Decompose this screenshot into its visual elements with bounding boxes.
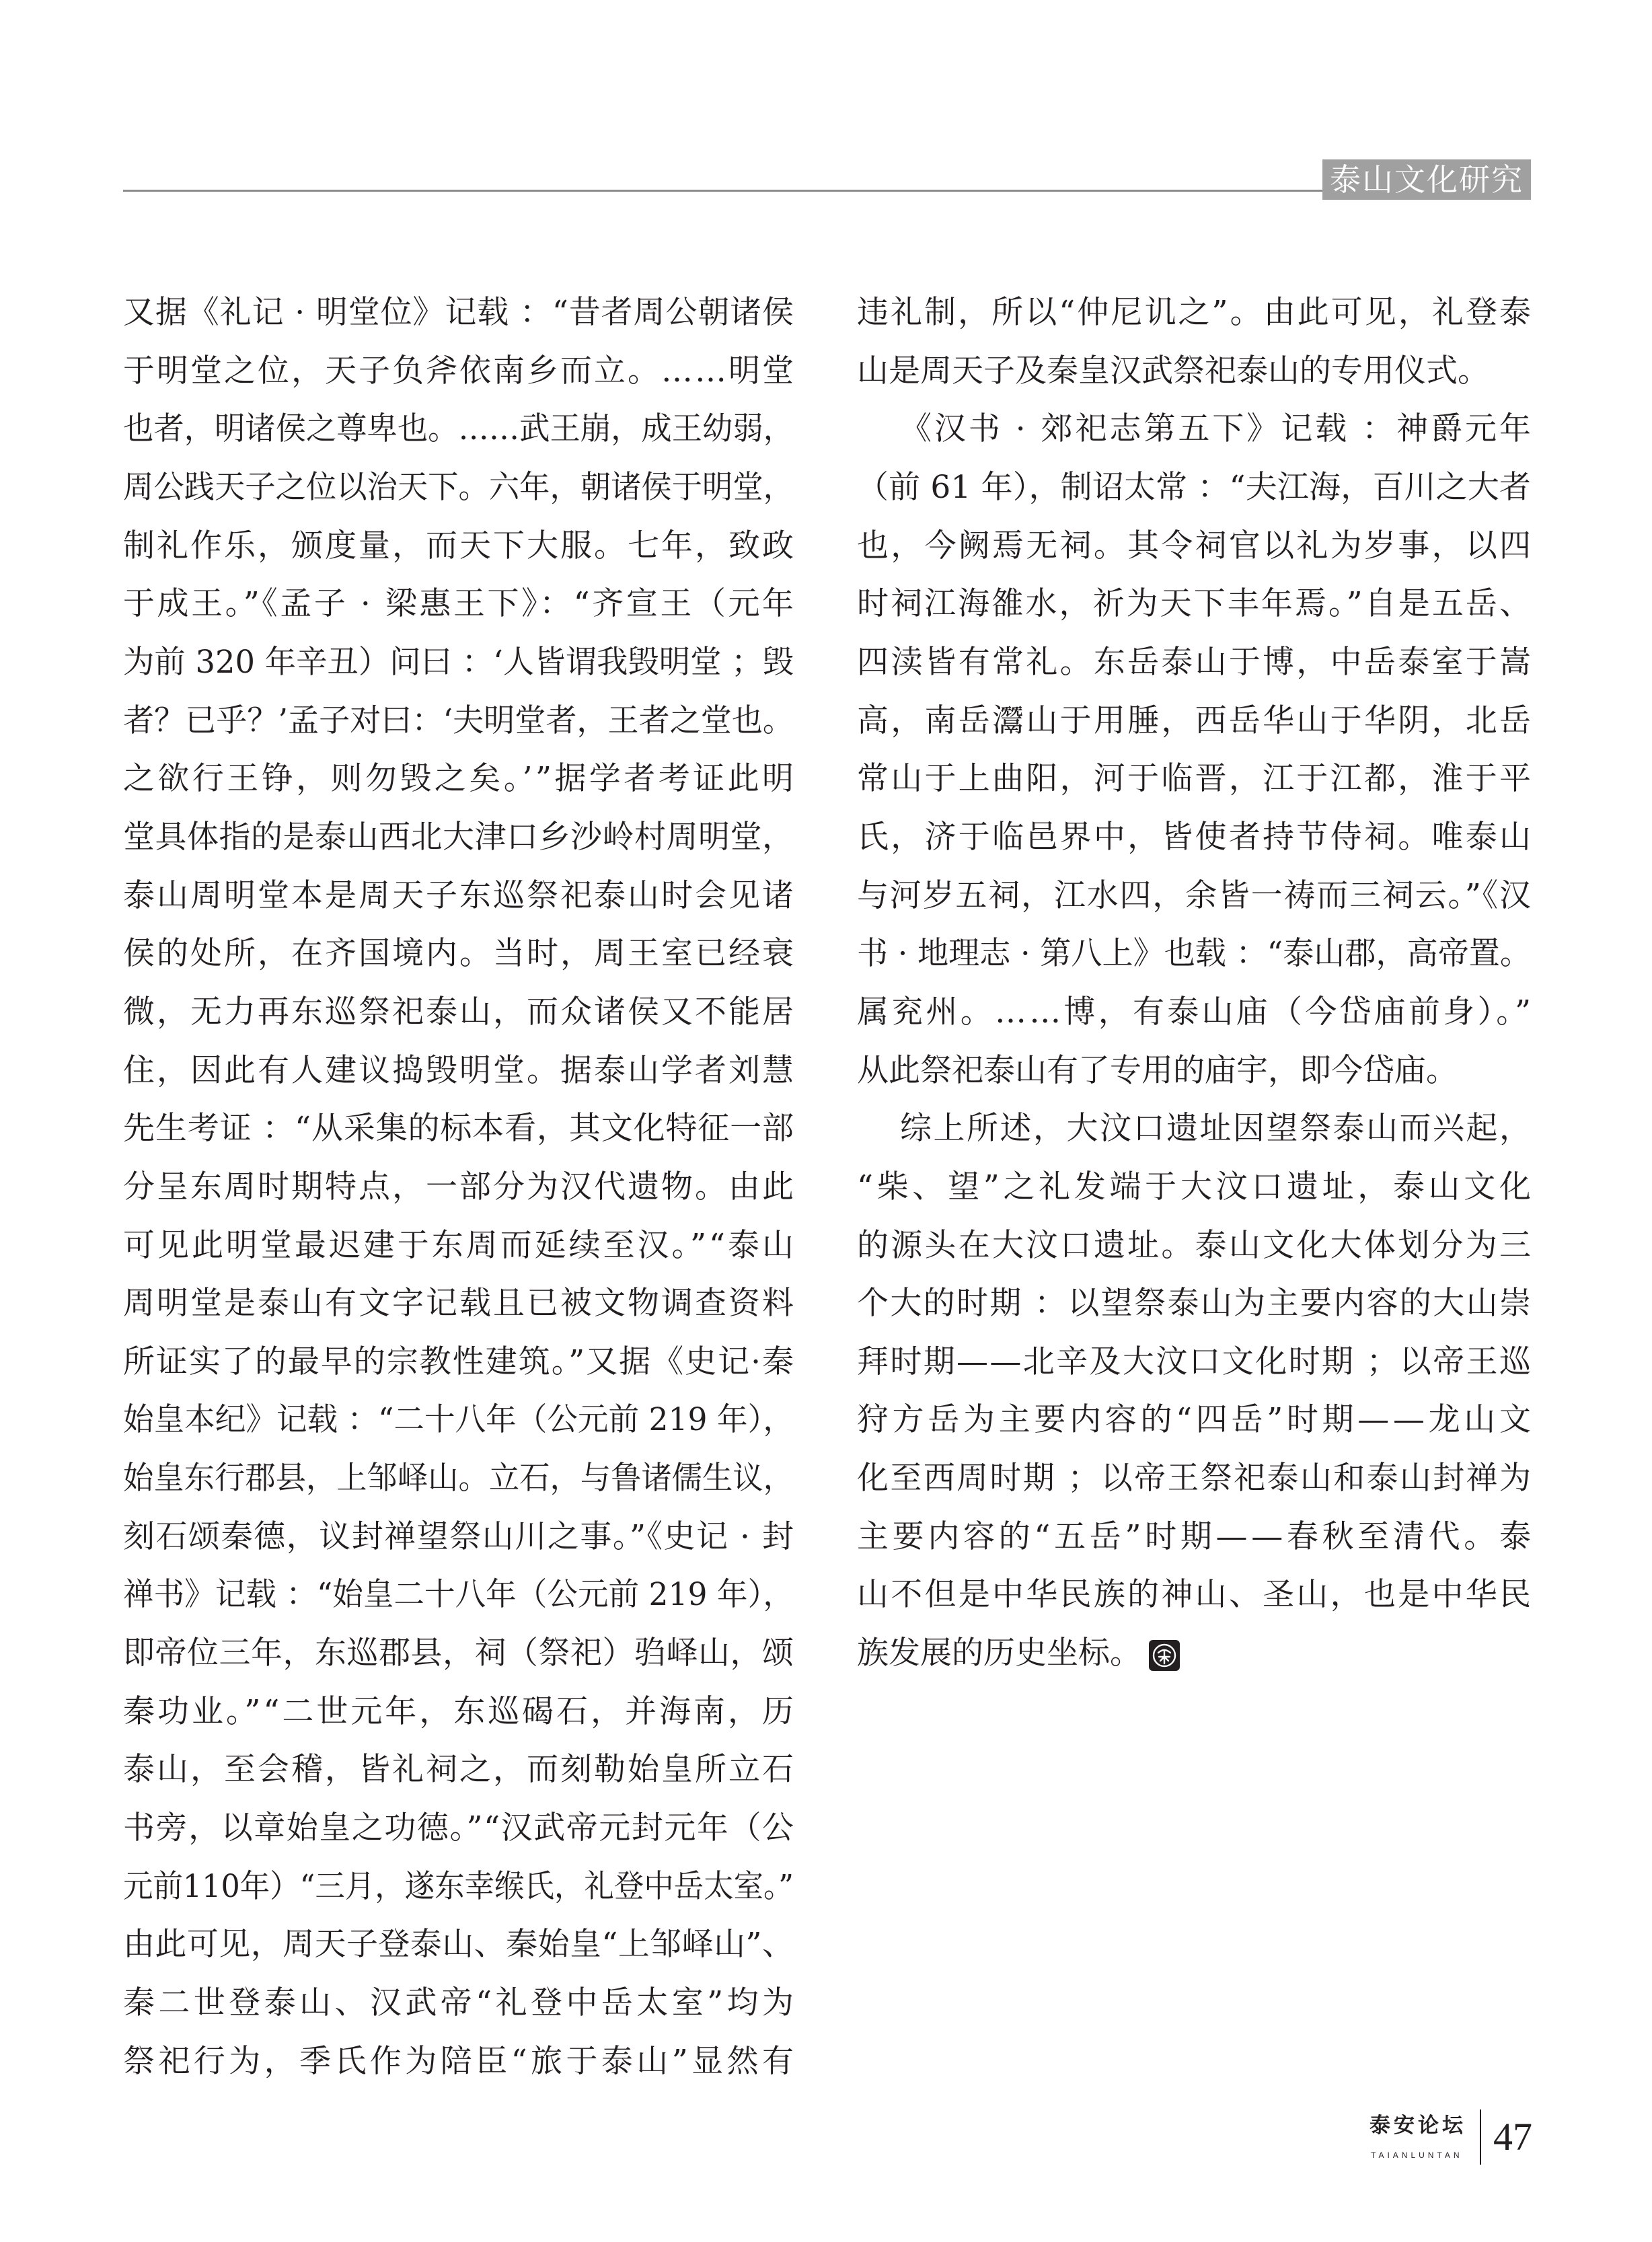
text-line bbox=[123, 459, 794, 517]
text-line-content: 于明堂之位，天子负斧依南乡而立。……明堂 bbox=[123, 352, 796, 389]
text-line-content: 祭祀行为，季氏作为陪臣“旅于泰山”显然有 bbox=[123, 2042, 798, 2080]
text-line bbox=[123, 1858, 794, 1916]
text-line bbox=[857, 1217, 1534, 1275]
text-line bbox=[857, 1275, 1531, 1333]
text-line bbox=[857, 925, 1531, 983]
text-line-content: 综上所述，大汶口遗址因望祭泰山而兴起， bbox=[900, 1110, 1533, 1148]
text-line-content: 周明堂是泰山有文字记载且已被文物调查资料 bbox=[123, 1285, 796, 1322]
text-line-content: 住，因此有人建议捣毁明堂。据泰山学者刘慧 bbox=[123, 1051, 796, 1089]
text-line bbox=[123, 1158, 794, 1217]
text-line bbox=[123, 1799, 794, 1858]
text-line bbox=[123, 809, 794, 867]
text-line bbox=[123, 1217, 794, 1275]
text-line bbox=[123, 1275, 794, 1333]
text-line-content: 秦功业。”“二世元年，东巡碣石，并海南，历 bbox=[123, 1692, 796, 1730]
text-line-content: 可见此明堂最迟建于东周而延续至汉。”“泰山 bbox=[123, 1226, 796, 1264]
text-line-content: 秦二世登泰山、汉武帝“礼登中岳太室”均为 bbox=[123, 1984, 798, 2022]
text-line bbox=[123, 400, 794, 459]
text-line-content: 于成王。”《孟子 · 梁惠王下》：“齐宣王（元年 bbox=[123, 585, 796, 623]
text-line bbox=[123, 1741, 794, 1799]
text-line bbox=[857, 983, 1534, 1042]
text-line-content: 又据《礼记 · 明堂位》记载 ：“昔者周公朝诸侯 bbox=[123, 294, 794, 331]
text-line-content: 与河岁五祠，江水四，余皆一祷而三祠云。”《汉 bbox=[857, 876, 1532, 914]
text-line bbox=[123, 1916, 794, 1974]
text-line bbox=[857, 1333, 1531, 1392]
text-line bbox=[857, 1450, 1531, 1508]
text-line-content: 元前110年）“三月，遂东幸缑氏，礼登中岳太室。” bbox=[123, 1867, 794, 1905]
text-line-content: 刻石颂秦德，议封禅望祭山川之事。”《史记 · 封 bbox=[123, 1518, 795, 1555]
text-line-content: 泰山周明堂本是周天子东巡祭祀泰山时会见诸 bbox=[123, 876, 796, 914]
text-line-content: 化至西周时期 ；以帝王祭祀泰山和泰山封禅为 bbox=[857, 1460, 1533, 1497]
text-line bbox=[123, 2033, 798, 2091]
text-line-content: 之欲行王铮，则勿毁之矣。’”据学者考证此明 bbox=[123, 760, 797, 798]
text-line bbox=[857, 1042, 1531, 1100]
text-line-content: 由此可见，周天子登泰山、秦始皇“上邹峄山”、 bbox=[123, 1926, 794, 1964]
text-line bbox=[857, 1566, 1534, 1624]
text-line-content: 所证实了的最早的宗教性建筑。”又据《史记·秦 bbox=[123, 1343, 795, 1380]
text-line bbox=[123, 284, 794, 342]
text-line-content: 族发展的历史坐标。 bbox=[857, 1635, 1141, 1672]
text-line-content: 的源头在大汶口遗址。泰山文化大体划分为三 bbox=[857, 1226, 1534, 1264]
text-line bbox=[123, 750, 797, 809]
left-column bbox=[123, 284, 798, 2091]
text-line-content: 始皇东行郡县，上邹峄山。立石，与鲁诸儒生议， bbox=[123, 1460, 794, 1497]
text-line-content: 书旁，以章始皇之功德。”“汉武帝元封元年（公 bbox=[123, 1809, 795, 1847]
text-line-content: 《汉书 · 郊祀志第五下》记载 ：神爵元年 bbox=[900, 410, 1534, 448]
text-line-content: 书 · 地理志 · 第八上》也载 ：“泰山郡，高帝置。 bbox=[857, 935, 1531, 973]
text-line bbox=[123, 575, 794, 634]
text-line bbox=[123, 1333, 794, 1392]
journal-seal-icon bbox=[1148, 1639, 1180, 1672]
text-line-content: 禅书》记载 ：“始皇二十八年（公元前 219 年）， bbox=[123, 1576, 794, 1614]
text-line-content: 山不但是中华民族的神山、圣山，也是中华民 bbox=[857, 1576, 1534, 1614]
right-column bbox=[857, 284, 1535, 1683]
text-line-content: 常山于上曲阳，河于临晋，江于江都，淮于平 bbox=[857, 760, 1534, 798]
text-line bbox=[123, 1566, 794, 1624]
text-line-content: “柴、望”之礼发端于大汶口遗址，泰山文化 bbox=[857, 1168, 1535, 1205]
text-line-content: 狩方岳为主要内容的“四岳”时期——龙山文 bbox=[857, 1401, 1535, 1439]
journal-name-pinyin: TAIANLUNTAN bbox=[1371, 2151, 1463, 2160]
text-line-content: 山是周天子及秦皇汉武祭祀泰山的专用仪式。 bbox=[857, 352, 1489, 389]
text-line bbox=[857, 867, 1531, 926]
paragraph bbox=[123, 284, 798, 2091]
text-line-content: 也，今阙焉无祠。其令祠官以礼为岁事，以四 bbox=[857, 527, 1534, 564]
text-line bbox=[857, 1508, 1535, 1567]
text-line bbox=[123, 1100, 794, 1158]
text-line-content: 即帝位三年，东巡郡县，祠（祭祀）驺峄山，颂 bbox=[123, 1635, 794, 1672]
text-line-content: 主要内容的“五岳”时期——春秋至清代。泰 bbox=[857, 1518, 1535, 1555]
text-line-content: 侯的处所，在齐国境内。当时，周王室已经衰 bbox=[123, 935, 796, 973]
paragraph bbox=[857, 400, 1534, 1100]
text-line bbox=[857, 634, 1534, 692]
text-line-content: （前 61 年），制诏太常 ：“夫江海，百川之大者 bbox=[857, 468, 1532, 506]
page-number: 47 bbox=[1493, 2115, 1532, 2159]
text-line-content: 氏，济于临邑界中，皆使者持节侍祠。唯泰山 bbox=[857, 818, 1534, 856]
text-line bbox=[857, 459, 1531, 517]
text-line-content: 堂具体指的是泰山西北大津口乡沙岭村周明堂， bbox=[123, 818, 794, 856]
section-tab-label: 泰山文化研究 bbox=[1330, 161, 1524, 198]
text-line bbox=[857, 400, 1534, 459]
text-line-content: 微，无力再东巡祭祀泰山，而众诸侯又不能居 bbox=[123, 993, 796, 1031]
text-line-content: 为前 320 年辛丑）问曰 ：‘人皆谓我毁明堂 ；毁 bbox=[123, 643, 794, 681]
text-line-content: 属兖州。……博，有泰山庙（今岱庙前身）。” bbox=[857, 993, 1534, 1031]
text-line bbox=[123, 1042, 794, 1100]
text-line bbox=[857, 692, 1534, 751]
text-line-content: 时祠江海雒水，祈为天下丰年焉。”自是五岳、 bbox=[857, 585, 1534, 623]
text-line bbox=[857, 284, 1534, 342]
text-line bbox=[123, 692, 794, 751]
header-rule bbox=[123, 190, 1531, 192]
text-line-content: 者？已乎？’孟子对曰：‘夫明堂者，王者之堂也。 bbox=[123, 702, 794, 739]
text-line-content: 个大的时期 ：以望祭泰山为主要内容的大山崇 bbox=[857, 1285, 1533, 1322]
text-line bbox=[857, 1391, 1535, 1450]
text-line bbox=[857, 517, 1534, 576]
text-line-content: 周公践天子之位以治天下。六年，朝诸侯于明堂， bbox=[123, 468, 794, 506]
text-line bbox=[123, 517, 794, 576]
text-line-content: 制礼作乐，颁度量，而天下大服。七年，致政 bbox=[123, 527, 796, 564]
text-line-content: 高，南岳灊山于用腄，西岳华山于华阴，北岳 bbox=[857, 702, 1534, 739]
text-line bbox=[123, 983, 794, 1042]
text-line bbox=[123, 342, 794, 401]
paragraph bbox=[857, 284, 1534, 400]
text-line bbox=[857, 575, 1534, 634]
text-line bbox=[123, 1391, 794, 1450]
text-line-content: 分呈东周时期特点，一部分为汉代遗物。由此 bbox=[123, 1168, 796, 1205]
text-line bbox=[123, 1683, 794, 1742]
text-line-content: 始皇本纪》记载 ：“二十八年（公元前 219 年）， bbox=[123, 1401, 794, 1439]
text-line-content: 先生考证 ：“从采集的标本看，其文化特征一部 bbox=[123, 1110, 794, 1148]
text-line-content: 拜时期——北辛及大汶口文化时期 ；以帝王巡 bbox=[857, 1343, 1533, 1380]
text-line-content: 从此祭祀泰山有了专用的庙宇，即今岱庙。 bbox=[857, 1051, 1458, 1089]
text-line bbox=[857, 342, 1531, 401]
text-line bbox=[123, 634, 794, 692]
text-line-content: 四渎皆有常礼。东岳泰山于博，中岳泰室于嵩 bbox=[857, 643, 1534, 681]
text-line-content: 也者，明诸侯之尊卑也。……武王崩，成王幼弱， bbox=[123, 410, 794, 448]
text-line bbox=[857, 1100, 1531, 1158]
text-line bbox=[123, 867, 794, 926]
text-line bbox=[857, 809, 1534, 867]
journal-name: 泰安论坛 bbox=[1369, 2114, 1466, 2138]
text-line bbox=[123, 925, 794, 983]
paragraph bbox=[857, 1100, 1535, 1683]
text-line-content: 违礼制，所以“仲尼讥之”。由此可见，礼登泰 bbox=[857, 294, 1534, 331]
text-line-content: 泰山，至会稽，皆礼祠之，而刻勒始皇所立石 bbox=[123, 1751, 796, 1789]
text-line bbox=[857, 1624, 1531, 1683]
text-line bbox=[857, 750, 1534, 809]
text-line bbox=[123, 1508, 794, 1567]
text-line bbox=[123, 1974, 798, 2033]
text-line bbox=[857, 1158, 1535, 1217]
text-line bbox=[123, 1624, 794, 1683]
footer-divider bbox=[1480, 2109, 1481, 2165]
text-line bbox=[123, 1450, 794, 1508]
section-tab bbox=[1322, 159, 1531, 200]
